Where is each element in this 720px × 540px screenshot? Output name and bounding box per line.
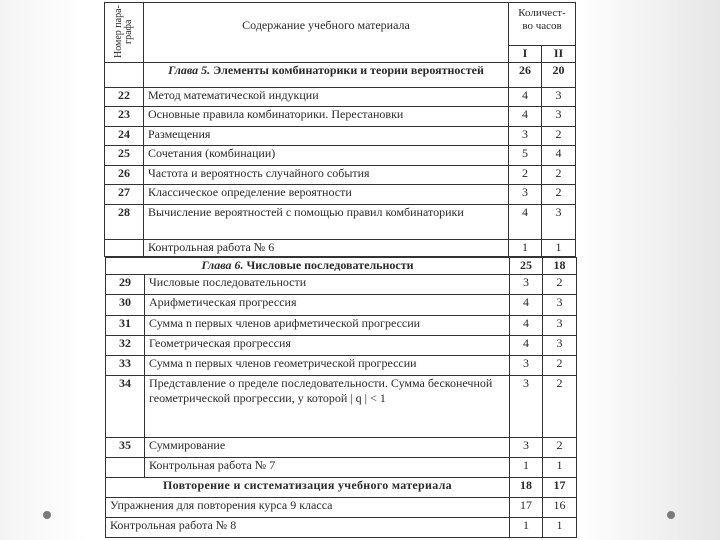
table-row: [106, 458, 577, 478]
row-text: Сумма n первых членов арифметической прогрессии: [145, 316, 510, 336]
table-row: [105, 127, 576, 146]
row-num: 32: [106, 336, 145, 356]
review-row: [106, 478, 577, 498]
row-text: Размещения: [144, 127, 509, 146]
chapter-prefix: Глава 5.: [168, 63, 211, 77]
header-col-2: II: [542, 46, 576, 63]
row-num: 22: [105, 88, 144, 107]
chapter-hours-1: 26: [509, 63, 542, 88]
row-text: Контрольная работа № 6: [144, 240, 509, 257]
row-hours-1: 2: [509, 166, 542, 185]
row-hours-1: 4: [510, 316, 543, 336]
table-row: [106, 316, 577, 336]
row-num: 35: [106, 438, 145, 458]
row-hours-2: 3: [543, 295, 577, 316]
row-hours-1: 3: [510, 438, 543, 458]
row-hours-2: 3: [542, 88, 576, 107]
table-row: [105, 185, 576, 205]
row-hours-1: 4: [509, 88, 542, 107]
row-hours-2: 4: [542, 146, 576, 166]
row-hours-2: 1: [543, 458, 577, 478]
row-hours-2: 2: [543, 376, 577, 438]
row-hours-1: 1: [510, 518, 543, 538]
chapter-title: [144, 63, 509, 88]
row-num: 28: [105, 205, 144, 240]
curriculum-table-chapter-6: [105, 257, 577, 538]
header-content: Содержание учебного материала: [144, 3, 509, 63]
header-num: [105, 3, 144, 63]
row-hours-1: 4: [509, 107, 542, 127]
row-text: Геометрическая прогрессия: [145, 336, 510, 356]
chapter-name: Числовые последовательности: [246, 258, 414, 272]
chapter-hours-1: 25: [510, 258, 543, 275]
row-text: Метод математической индукции: [144, 88, 509, 107]
table-row: [105, 240, 576, 257]
row-text: Арифметическая прогрессия: [145, 295, 510, 316]
chapter-prefix: Глава 6.: [201, 258, 244, 272]
row-num: 27: [105, 185, 144, 205]
row-hours-1: 3: [510, 356, 543, 376]
row-hours-1: 4: [510, 336, 543, 356]
table-row: [106, 356, 577, 376]
table-row: [106, 498, 577, 518]
row-num: 24: [105, 127, 144, 146]
row-hours-2: 2: [542, 127, 576, 146]
row-hours-1: 17: [510, 498, 543, 518]
row-text: Представление о пределе последовательности. Сумма бесконечной геометрической прогрессии, у которой | q | < 1: [145, 376, 510, 438]
row-hours-1: 4: [509, 205, 542, 240]
row-hours-2: 3: [542, 107, 576, 127]
table-row: [106, 376, 577, 438]
table-row: [106, 438, 577, 458]
row-text: Частота и вероятность случайного события: [144, 166, 509, 185]
row-hours-2: 16: [543, 498, 577, 518]
row-text: Классическое определение вероятности: [144, 185, 509, 205]
header-hours: Количест-во часов: [509, 3, 576, 46]
row-num: 25: [105, 146, 144, 166]
row-text: Сочетания (комбинации): [144, 146, 509, 166]
table-row: [105, 107, 576, 127]
row-text: Контрольная работа № 8: [106, 518, 510, 538]
row-num: 23: [105, 107, 144, 127]
row-text: Сумма n первых членов геометрической прогрессии: [145, 356, 510, 376]
table-row: [105, 88, 576, 107]
row-hours-2: 2: [543, 275, 577, 295]
row-hours-2: 3: [543, 316, 577, 336]
row-num: [106, 458, 145, 478]
table-row: [106, 336, 577, 356]
row-num: 30: [106, 295, 145, 316]
table-row: [105, 166, 576, 185]
row-text: Основные правила комбинаторики. Перестановки: [144, 107, 509, 127]
row-text: Вычисление вероятностей с помощью правил комбинаторики: [144, 205, 509, 240]
row-hours-2: 2: [543, 438, 577, 458]
table-row: [106, 518, 577, 538]
row-hours-2: 3: [542, 205, 576, 240]
row-text: Суммирование: [145, 438, 510, 458]
chapter-name: Элементы комбинаторики и теории вероятностей: [213, 63, 484, 77]
row-hours-2: 2: [542, 185, 576, 205]
header-num-label: Номер пара-графа: [113, 5, 134, 59]
row-num: [105, 240, 144, 257]
row-num: 26: [105, 166, 144, 185]
row-text: Контрольная работа № 7: [145, 458, 510, 478]
row-hours-2: 1: [542, 240, 576, 257]
chapter-hours-2: 20: [542, 63, 576, 88]
chapter-row: [105, 63, 576, 88]
chapter-row: [106, 258, 577, 275]
row-hours-1: 3: [510, 376, 543, 438]
row-num: 31: [106, 316, 145, 336]
table-row: [106, 295, 577, 316]
review-hours-1: 18: [510, 478, 543, 498]
row-hours-2: 3: [543, 336, 577, 356]
row-num: 34: [106, 376, 145, 438]
row-num: 33: [106, 356, 145, 376]
chapter-hours-2: 18: [543, 258, 577, 275]
slide-nav-dot-left[interactable]: [43, 511, 51, 519]
header-col-1: I: [509, 46, 542, 63]
row-text: Числовые последовательности: [145, 275, 510, 295]
review-title: Повторение и систематизация учебного материала: [106, 478, 510, 498]
row-hours-1: 1: [509, 240, 542, 257]
row-hours-2: 2: [542, 166, 576, 185]
chapter-title: [106, 258, 510, 275]
row-text: Упражнения для повторения курса 9 класса: [106, 498, 510, 518]
row-hours-1: 3: [509, 185, 542, 205]
row-hours-2: 2: [543, 356, 577, 376]
slide-nav-dot-right[interactable]: [667, 511, 675, 519]
table-row: [106, 275, 577, 295]
row-hours-1: 5: [509, 146, 542, 166]
curriculum-table-chapter-5: [104, 2, 576, 257]
table-row: [105, 205, 576, 240]
row-hours-2: 1: [543, 518, 577, 538]
row-hours-1: 3: [509, 127, 542, 146]
row-hours-1: 4: [510, 295, 543, 316]
row-num: 29: [106, 275, 145, 295]
row-hours-1: 3: [510, 275, 543, 295]
table-row: [105, 146, 576, 166]
row-hours-1: 1: [510, 458, 543, 478]
review-hours-2: 17: [543, 478, 577, 498]
